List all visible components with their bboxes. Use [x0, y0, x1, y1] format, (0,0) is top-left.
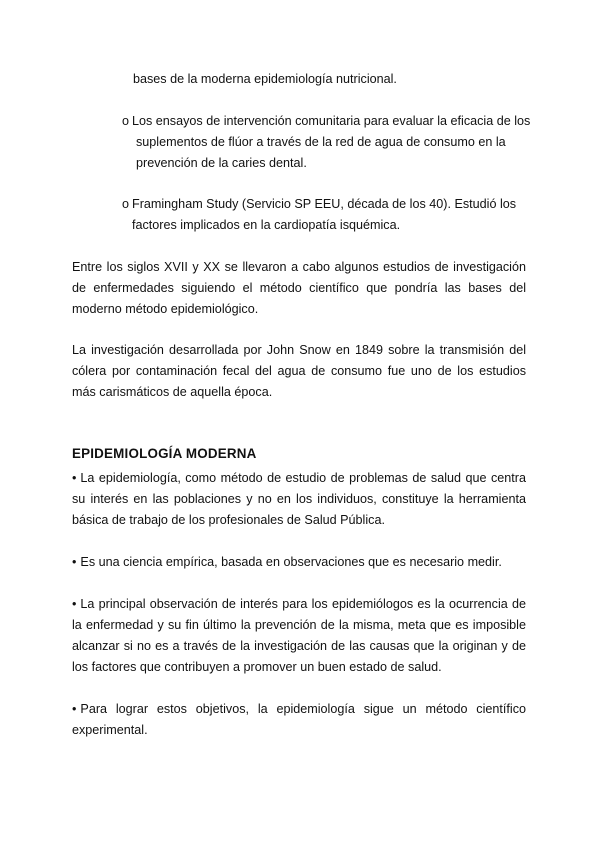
sub-item-line: factores implicados en la cardiopatía isquémica. — [132, 218, 401, 232]
bullet-paragraph — [72, 552, 526, 573]
paragraph-history: Entre los siglos XVII y XX se llevaron a cabo algunos estudios de investigación de enfermedades siguiendo el método científico que pondría las bases del moderno método epidemiológico. — [72, 260, 526, 316]
bullet-text: Para lograr estos objetivos, la epidemiología sigue un método científico experimental. — [72, 702, 526, 737]
sub-item-marker: o — [122, 197, 130, 211]
bullet-paragraph — [72, 699, 526, 741]
sub-item-line: Los ensayos de intervención comunitaria para evaluar la eficacia de los — [132, 114, 531, 128]
sub-item-marker: o — [122, 114, 130, 128]
bullet-paragraph — [72, 468, 526, 531]
bullet-text: La principal observación de interés para los epidemiólogos es la ocurrencia de la enfermedad y su fin último la prevención de la misma, meta que es imposible alcanzar si no es a través de la investigación de las causas que la originan y de los factores que contribuyen a promover un buen estado de salud. — [72, 597, 526, 674]
bullet-marker: • — [72, 471, 77, 485]
continuation-line: bases de la moderna epidemiología nutricional. — [133, 72, 397, 86]
bullet-marker: • — [72, 597, 77, 611]
paragraph-john-snow: La investigación desarrollada por John Snow en 1849 sobre la transmisión del cólera por contaminación fecal del agua de consumo fue uno de los estudios más carismáticos de aquella época. — [72, 343, 526, 399]
bullet-marker: • — [72, 555, 77, 569]
bullet-text: Es una ciencia empírica, basada en observaciones que es necesario medir. — [80, 555, 502, 569]
sub-item-line: suplementos de flúor a través de la red de agua de consumo en la — [136, 135, 506, 149]
sub-item-line: Framingham Study (Servicio SP EEU, década de los 40). Estudió los — [132, 197, 517, 211]
bullet-text: La epidemiología, como método de estudio de problemas de salud que centra su interés en las poblaciones y no en los individuos, constituye la herramienta básica de trabajo de los profesionales de Salud Pública. — [72, 471, 526, 527]
bullet-marker: • — [72, 702, 77, 716]
bullet-paragraph — [72, 594, 526, 678]
sub-item-line: prevención de la caries dental. — [136, 156, 307, 170]
section-heading: EPIDEMIOLOGÍA MODERNA — [72, 446, 257, 461]
